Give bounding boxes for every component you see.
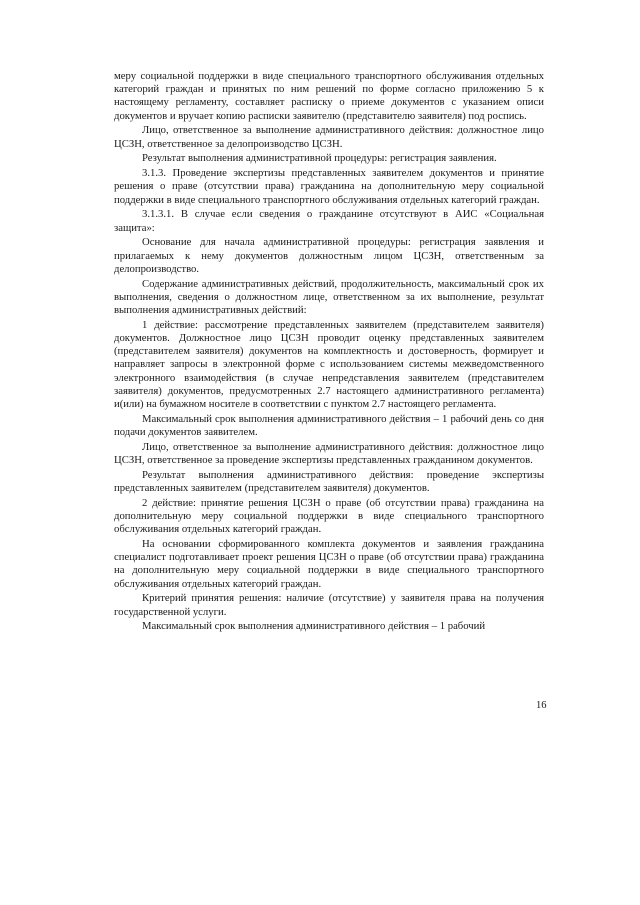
paragraph: Критерий принятия решения: наличие (отсутствие) у заявителя права на получения государственной услуги. — [114, 592, 544, 618]
paragraph: меру социальной поддержки в виде специального транспортного обслуживания отдельных категорий граждан и принятых по ним решений по форме согласно приложению 5 к настоящему регламенту, составляет расписку о приеме документов с указанием описи документов и вручает копию расписки заявителю (представителю заявителя) под роспись. — [114, 70, 544, 122]
paragraph: Лицо, ответственное за выполнение административного действия: должностное лицо ЦСЗН, ответственное за проведение экспертизы представленных гражданином документов. — [114, 440, 544, 467]
section-heading: 3.1.3. Проведение экспертизы представленных заявителем документов и принятие решения о праве (отсутствии права) гражданина на дополнительную меру социальной поддержки в виде специального транспортного обслуживания отдельных категорий граждан. — [114, 167, 544, 206]
paragraph: На основании сформированного комплекта документов и заявления гражданина специалист подготавливает проект решения ЦСЗН о праве (об отсутствии права) гражданина на дополнительную меру социальной поддержки в виде специального транспортного обслуживания отдельных категорий граждан. — [114, 538, 544, 590]
paragraph: 1 действие: рассмотрение представленных заявителем (представителем заявителя) документов. Должностное лицо ЦСЗН проводит оценку представленных заявителем (представителем заявителя) документов на комплектность и достоверность, формирует и направляет запросы в электронной форме с использованием системы межведомственного электронного взаимодействия (в случае непредставления заявителем (представителем заявителя) документов, предусмотренных 2.7 настоящего административного регламента) и(или) на бумажном носителе в соответствии с пунктом 2.7 настоящего регламента. — [114, 318, 544, 411]
page-number: 16 — [536, 700, 547, 711]
subsection-heading: 3.1.3.1. В случае если сведения о гражданине отсутствуют в АИС «Социальная защита»: — [114, 208, 544, 234]
paragraph: Лицо, ответственное за выполнение административного действия: должностное лицо ЦСЗН, ответственное за делопроизводство ЦСЗН. — [114, 124, 544, 150]
paragraph: Максимальный срок выполнения административного действия – 1 рабочий — [142, 620, 486, 633]
paragraph: Максимальный срок выполнения административного действия – 1 рабочий день со дня подачи документов заявителем. — [114, 412, 544, 439]
paragraph: Результат выполнения административной процедуры: регистрация заявления. — [142, 152, 497, 165]
paragraph: Результат выполнения административного действия: проведение экспертизы представленных заявителем (представителем заявителя) документов. — [114, 468, 544, 495]
document-body — [114, 70, 544, 635]
paragraph: Содержание административных действий, продолжительность, максимальный срок их выполнения, сведения о должностном лице, ответственном за их выполнение, результат выполнения административных действий: — [114, 277, 544, 317]
paragraph: 2 действие: принятие решения ЦСЗН о праве (об отсутствии права) гражданина на дополнительную меру социальной поддержки в виде специального транспортного обслуживания отдельных категорий граждан. — [114, 496, 544, 536]
paragraph: Основание для начала административной процедуры: регистрация заявления и прилагаемых к нему документов должностным лицом ЦСЗН, ответственным за делопроизводство. — [114, 236, 544, 275]
